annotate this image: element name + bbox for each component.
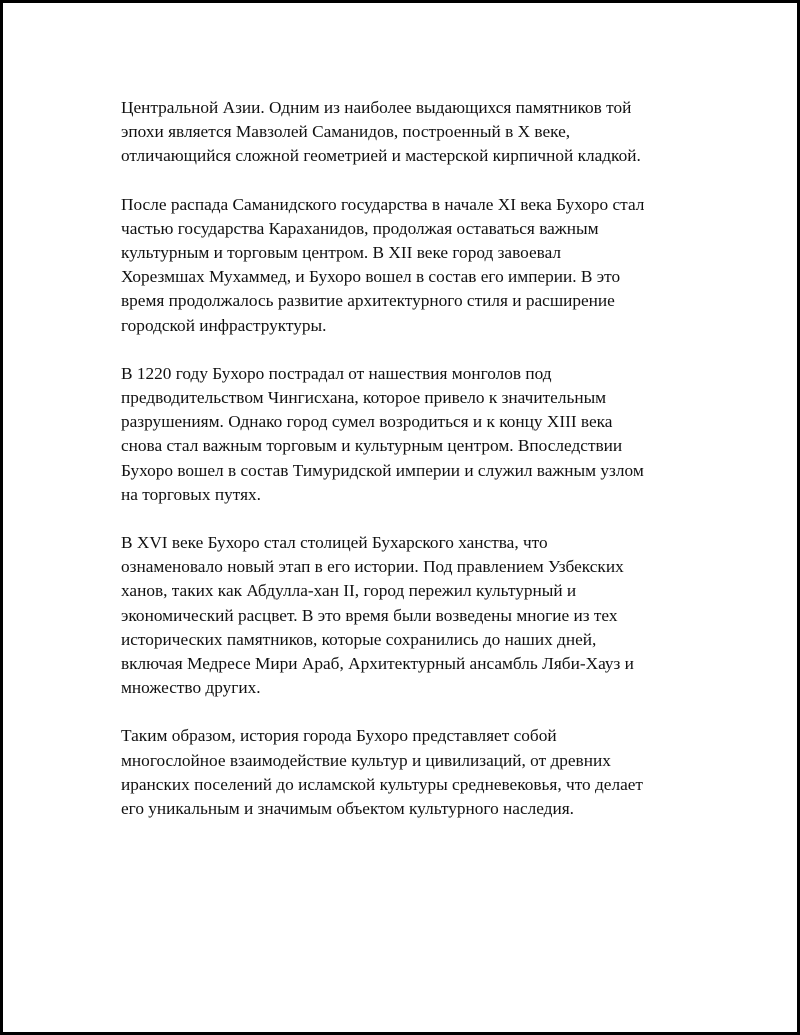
text-line: его уникальным и значимым объектом культурного наследия. <box>121 799 574 819</box>
text-line: иранских поселений до исламской культуры средневековья, что делает <box>121 774 643 794</box>
document-body <box>121 96 711 845</box>
text-line: снова стал важным торговым и культурным центром. Впоследствии <box>121 436 623 456</box>
text-line: разрушениям. Однако город сумел возродиться и к концу XIII века <box>121 412 613 432</box>
text-line: В XVI веке Бухоро стал столицей Бухарского ханства, что <box>121 533 548 553</box>
text-line: После распада Саманидского государства в начале XI века Бухоро стал <box>121 194 645 214</box>
paragraph-5 <box>121 724 711 821</box>
text-line: включая Медресе Мири Араб, Архитектурный ансамбль Ляби-Хауз и <box>121 654 634 674</box>
text-line: Таким образом, история города Бухоро представляет собой <box>121 726 557 746</box>
text-line: на торговых путях. <box>121 484 261 504</box>
text-line: культурным и торговым центром. В XII веке город завоевал <box>121 243 562 263</box>
text-line: исторических памятников, которые сохранились до наших дней, <box>121 629 597 649</box>
text-line: Бухоро вошел в состав Тимуридской империи и служил важным узлом <box>121 460 644 480</box>
text-line: городской инфраструктуры. <box>121 315 327 335</box>
text-line: множество других. <box>121 678 261 698</box>
text-line: В 1220 году Бухоро пострадал от нашествия монголов под <box>121 363 552 383</box>
paragraph-3 <box>121 362 711 507</box>
text-line: Центральной Азии. Одним из наиболее выдающихся памятников той <box>121 98 632 117</box>
paragraph-4 <box>121 531 711 700</box>
text-line: частью государства Караханидов, продолжая оставаться важным <box>121 218 599 238</box>
text-line: ознаменовало новый этап в его истории. Под правлением Узбекских <box>121 557 624 577</box>
text-line: отличающийся сложной геометрией и мастерской кирпичной кладкой. <box>121 146 641 166</box>
text-line: Хорезмшах Мухаммед, и Бухоро вошел в состав его империи. В это <box>121 267 621 287</box>
text-line: предводительством Чингисхана, которое привело к значительным <box>121 388 607 408</box>
text-line: эпохи является Мавзолей Саманидов, построенный в X веке, <box>121 122 571 142</box>
text-line: многослойное взаимодействие культур и цивилизаций, от древних <box>121 750 611 770</box>
text-line: экономический расцвет. В это время были возведены многие из тех <box>121 605 618 625</box>
paragraph-1 <box>121 96 711 169</box>
text-line: время продолжалось развитие архитектурного стиля и расширение <box>121 291 615 311</box>
paragraph-2 <box>121 193 711 338</box>
text-line: ханов, таких как Абдулла-хан II, город пережил культурный и <box>121 581 577 601</box>
